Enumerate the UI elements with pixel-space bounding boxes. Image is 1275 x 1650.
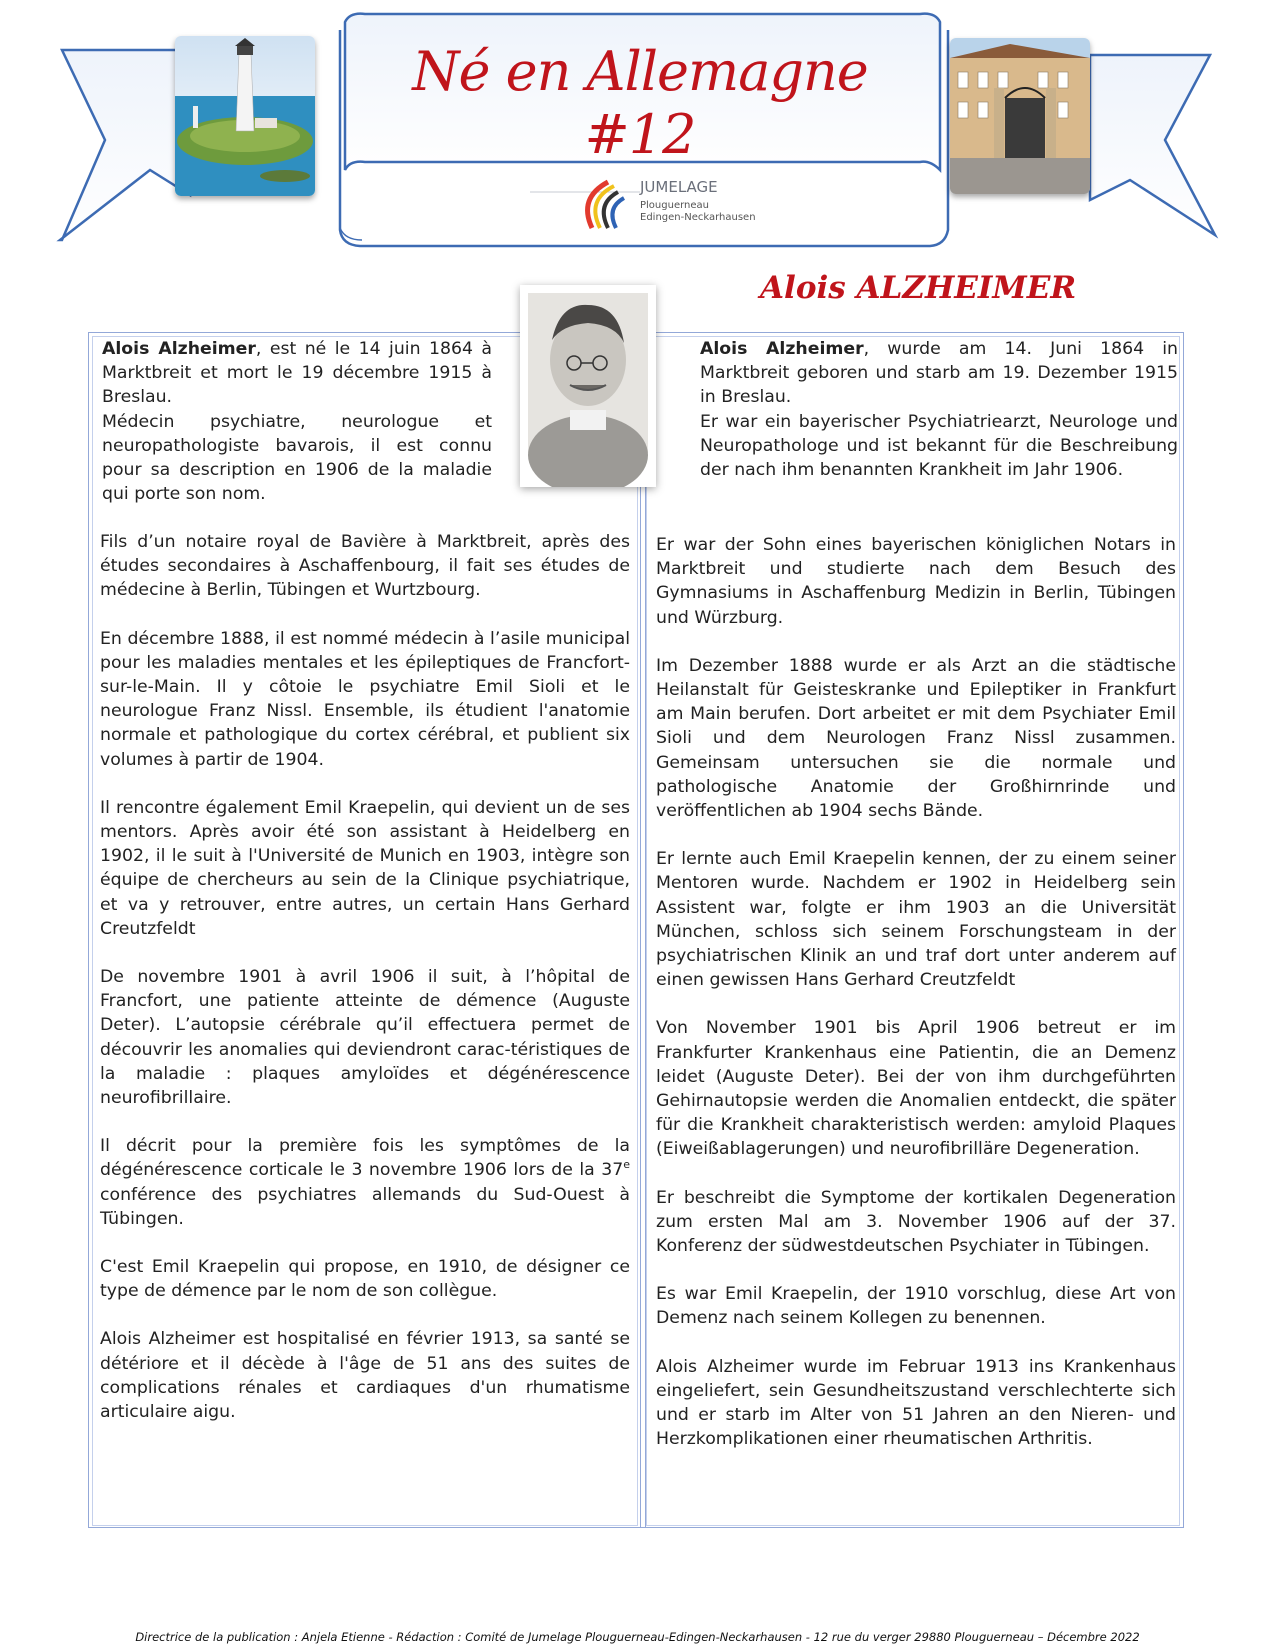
german-paragraph-4: Von November 1901 bis April 1906 betreut er im Frankfurter Krankenhaus eine Patientin, die an Demenz leidet (Auguste Deter). Bei der von ihm durchgeführten Gehirnautopsie werden die Anomalien entdeckt, die später für die Krankheit charakteristisch werden: amyloid Plaques (Eiweißablagerungen) und neurofibrilläre Degeneration. xyxy=(656,1018,1176,1160)
german-intro xyxy=(700,337,1178,482)
german-body xyxy=(656,533,1176,1476)
german-paragraph-7: Alois Alzheimer wurde im Februar 1913 ins Krankenhaus eingeliefert, sein Gesundheitszustand verschlechterte sich und er starb im Alter von 51 Jahren an den Nieren- und Herzkomplikationen einer rheumatischen Arthritis. xyxy=(656,1356,1176,1450)
german-intro-rest: , wurde am 14. Juni 1864 in Marktbreit geboren und starb am 19. Dezember 1915 in Breslau. xyxy=(700,339,1179,408)
lighthouse-photo xyxy=(175,36,315,196)
german-paragraph-6: Es war Emil Kraepelin, der 1910 vorschlug, diese Art von Demenz nach seinem Kollegen zu benennen. xyxy=(656,1284,1176,1329)
newsletter-title: Né en Allemagne #12 xyxy=(412,40,868,166)
french-paragraph-5 xyxy=(100,1134,630,1231)
french-intro xyxy=(102,337,492,506)
french-p5-a: Il décrit pour la première fois les symptômes de la dégénérescence corticale le 3 novembre 1906 lors de la 37 xyxy=(100,1136,630,1181)
german-paragraph-3: Er lernte auch Emil Kraepelin kennen, der zu einem seiner Mentoren wurde. Nachdem er 1902 in Heidelberg sein Assistent war, folgte er ihm 1903 an die Universität München, schloss sich seinem Forschungsteam in der psychiatrischen Klinik an und traf dort unter anderem auf einen gewissen Hans Gerhard Creutzfeldt xyxy=(656,849,1176,991)
french-body xyxy=(100,530,630,1448)
logo-sub-line2: Edingen-Neckarhausen xyxy=(640,212,756,223)
french-intro-p2: Médecin psychiatre, neurologue et neuropathologiste bavarois, il est connu pour sa description en 1906 de la maladie qui porte son nom. xyxy=(102,411,492,505)
publication-footer: Directrice de la publication : Anjela Etienne - Rédaction : Comité de Jumelage Plouguerneau-Edingen-Neckarhausen - 12 rue du verger 29880 Plouguerneau – Décembre 2022 xyxy=(135,1630,1140,1644)
german-paragraph-1: Er war der Sohn eines bayerischen königlichen Notars in Marktbreit und studierte nach dem Besuch des Gymnasiums in Aschaffenburg Medizin in Berlin, Tübingen und Würzburg. xyxy=(656,535,1176,628)
logo-text: JUMELAGE xyxy=(640,178,718,196)
building-photo xyxy=(950,38,1090,194)
french-p5-b: conférence des psychiatres allemands du Sud-Ouest à Tübingen. xyxy=(100,1184,630,1229)
german-intro-p1 xyxy=(700,337,1178,410)
column-separator xyxy=(640,332,646,1528)
logo-sub-line1: Plouguerneau xyxy=(640,200,709,211)
french-intro-rest: , est né le 14 juin 1864 à Marktbreit et mort le 19 décembre 1915 à Breslau. xyxy=(102,339,492,408)
french-paragraph-4: De novembre 1901 à avril 1906 il suit, à l’hôpital de Francfort, une patiente atteinte de démence (Auguste Deter). L’autopsie cérébrale qu’il effectuera permet de découvrir les anomalies qui deviendront carac-téristiques de la maladie : plaques amyloïdes et dégénérescence neurofibrillaire. xyxy=(100,967,630,1109)
person-title: Alois ALZHEIMER xyxy=(760,270,1077,306)
german-paragraph-5: Er beschreibt die Symptome der kortikalen Degeneration zum ersten Mal am 3. November 1906 auf der 37. Konferenz der südwestdeutschen Psychiater in Tübingen. xyxy=(656,1187,1176,1257)
alzheimer-portrait xyxy=(520,285,656,487)
german-paragraph-2: Im Dezember 1888 wurde er als Arzt an die städtische Heilanstalt für Geisteskranke und Epileptiker in Frankfurt am Main berufen. Dort arbeitet er mit dem Psychiater Emil Sioli und dem Neurologen Franz Nissl zusammen. Gemeinsam untersuchen sie die normale und pathologische Anatomie der Großhirnrinde und veröffentlichen ab 1904 sechs Bände. xyxy=(656,655,1176,822)
french-paragraph-2: En décembre 1888, il est nommé médecin à l’asile municipal pour les maladies mentales et les épileptiques de Francfort-sur-le-Main. Il y côtoie le psychiatre Emil Sioli et le neurologue Franz Nissl. Ensemble, ils étudient l'anatomie normale et pathologique du cortex cérébral, et publient six volumes à partir de 1904. xyxy=(100,628,630,770)
french-paragraph-6: C'est Emil Kraepelin qui propose, en 1910, de désigner ce type de démence par le nom de son collègue. xyxy=(100,1257,630,1302)
german-intro-name: Alois Alzheimer xyxy=(700,339,864,359)
french-intro-name: Alois Alzheimer xyxy=(102,339,256,359)
french-paragraph-7: Alois Alzheimer est hospitalisé en février 1913, sa santé se détériore et il décède à l'âge de 51 ans des suites de complications rénales et cardiaques d'un rhumatisme articulaire aigu. xyxy=(100,1329,630,1423)
french-intro-p1 xyxy=(102,337,492,410)
french-p5-sup: e xyxy=(623,1158,630,1172)
german-intro-p2: Er war ein bayerischer Psychiatriearzt, Neurologe und Neuropathologe und ist bekannt für die Beschreibung der nach ihm benannten Krankheit im Jahr 1906. xyxy=(700,411,1178,481)
french-paragraph-1: Fils d’un notaire royal de Bavière à Marktbreit, après des études secondaires à Aschaffenbourg, il fait ses études de médecine à Berlin, Tübingen et Wurtzbourg. xyxy=(100,532,630,601)
logo-subtitle xyxy=(640,200,756,224)
french-paragraph-3: Il rencontre également Emil Kraepelin, qui devient un de ses mentors. Après avoir été son assistant à Heidelberg en 1902, il le suit à l'Université de Munich en 1903, intègre son équipe de chercheurs au sein de la Clinique psychiatrique, et va y retrouver, entre autres, un certain Hans Gerhard Creutzfeldt xyxy=(100,797,630,939)
